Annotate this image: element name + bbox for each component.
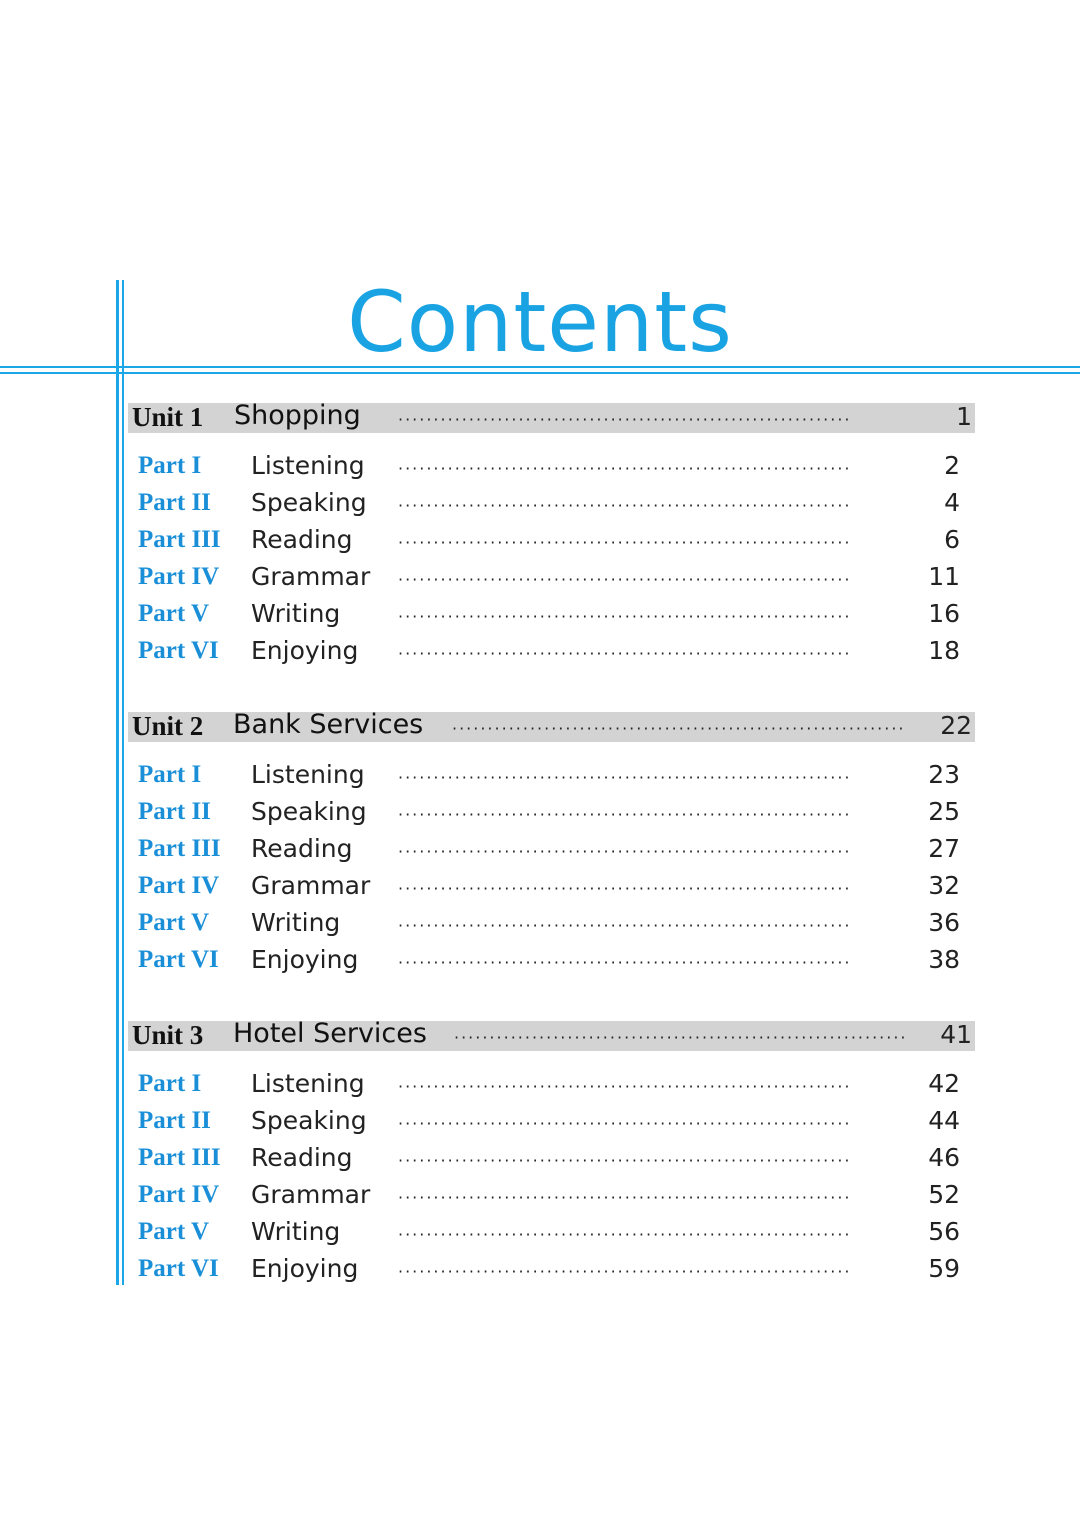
left-rule-inner (122, 280, 124, 1285)
left-rule-outer (116, 280, 119, 1285)
part-title[interactable]: Enjoying (251, 636, 359, 665)
part-title[interactable]: Grammar (251, 562, 371, 591)
part-page-number: 11 (928, 562, 960, 591)
part-page-number: 42 (928, 1069, 960, 1098)
part-label: Part III (138, 835, 221, 862)
part-label: Part V (138, 909, 210, 936)
part-label: Part IV (138, 1181, 220, 1208)
part-page-number: 38 (928, 945, 960, 974)
part-title[interactable]: Listening (251, 1069, 365, 1098)
part-page-number: 27 (928, 834, 960, 863)
dot-leader: ································································ (398, 1114, 852, 1133)
part-label: Part II (138, 489, 211, 516)
part-label: Part III (138, 1144, 221, 1171)
unit-page-number: 1 (956, 402, 972, 431)
part-label: Part V (138, 1218, 210, 1245)
dot-leader: ································································ (398, 916, 852, 935)
part-page-number: 36 (928, 908, 960, 937)
dot-leader: ································································ (398, 570, 852, 589)
dot-leader: ································································ (452, 719, 906, 738)
dot-leader: ································································ (398, 607, 852, 626)
part-title[interactable]: Reading (251, 834, 353, 863)
part-title[interactable]: Writing (251, 1217, 341, 1246)
part-title[interactable]: Writing (251, 599, 341, 628)
unit-label: Unit 2 (132, 711, 204, 741)
unit-title[interactable]: Hotel Services (233, 1018, 427, 1049)
unit-page-number: 22 (940, 711, 972, 740)
part-page-number: 18 (928, 636, 960, 665)
part-title[interactable]: Speaking (251, 488, 367, 517)
part-title[interactable]: Listening (251, 451, 365, 480)
dot-leader: ································································ (398, 410, 852, 429)
dot-leader: ································································ (398, 768, 852, 787)
title-rule-bottom (0, 372, 1080, 374)
part-title[interactable]: Enjoying (251, 1254, 359, 1283)
part-title[interactable]: Grammar (251, 871, 371, 900)
dot-leader: ································································ (398, 533, 852, 552)
dot-leader: ································································ (398, 1077, 852, 1096)
part-label: Part II (138, 798, 211, 825)
part-label: Part IV (138, 872, 220, 899)
part-label: Part III (138, 526, 221, 553)
part-label: Part VI (138, 946, 219, 973)
part-title[interactable]: Speaking (251, 797, 367, 826)
dot-leader: ································································ (398, 842, 852, 861)
part-page-number: 2 (944, 451, 960, 480)
part-label: Part IV (138, 563, 220, 590)
part-page-number: 23 (928, 760, 960, 789)
unit-title[interactable]: Shopping (234, 400, 361, 431)
dot-leader: ································································ (398, 879, 852, 898)
unit-label: Unit 3 (132, 1020, 204, 1050)
part-title[interactable]: Listening (251, 760, 365, 789)
part-page-number: 56 (928, 1217, 960, 1246)
part-label: Part VI (138, 1255, 219, 1282)
part-label: Part V (138, 600, 210, 627)
part-page-number: 6 (944, 525, 960, 554)
dot-leader: ································································ (398, 1225, 852, 1244)
part-page-number: 16 (928, 599, 960, 628)
unit-page-number: 41 (940, 1020, 972, 1049)
part-label: Part VI (138, 637, 219, 664)
unit-label: Unit 1 (132, 402, 204, 432)
unit-title[interactable]: Bank Services (233, 709, 424, 740)
part-page-number: 32 (928, 871, 960, 900)
part-page-number: 4 (944, 488, 960, 517)
part-label: Part I (138, 452, 202, 479)
part-page-number: 46 (928, 1143, 960, 1172)
dot-leader: ································································ (398, 496, 852, 515)
part-title[interactable]: Writing (251, 908, 341, 937)
part-page-number: 25 (928, 797, 960, 826)
part-label: Part II (138, 1107, 211, 1134)
page-title: Contents (347, 273, 733, 371)
dot-leader: ································································ (398, 1262, 852, 1281)
dot-leader: ································································ (398, 644, 852, 663)
dot-leader: ································································ (398, 805, 852, 824)
part-page-number: 44 (928, 1106, 960, 1135)
dot-leader: ································································ (398, 459, 852, 478)
part-title[interactable]: Grammar (251, 1180, 371, 1209)
dot-leader: ································································ (454, 1028, 908, 1047)
part-label: Part I (138, 761, 202, 788)
part-title[interactable]: Speaking (251, 1106, 367, 1135)
dot-leader: ································································ (398, 1151, 852, 1170)
part-page-number: 52 (928, 1180, 960, 1209)
dot-leader: ································································ (398, 953, 852, 972)
part-title[interactable]: Enjoying (251, 945, 359, 974)
part-label: Part I (138, 1070, 202, 1097)
part-title[interactable]: Reading (251, 1143, 353, 1172)
part-page-number: 59 (928, 1254, 960, 1283)
dot-leader: ································································ (398, 1188, 852, 1207)
part-title[interactable]: Reading (251, 525, 353, 554)
